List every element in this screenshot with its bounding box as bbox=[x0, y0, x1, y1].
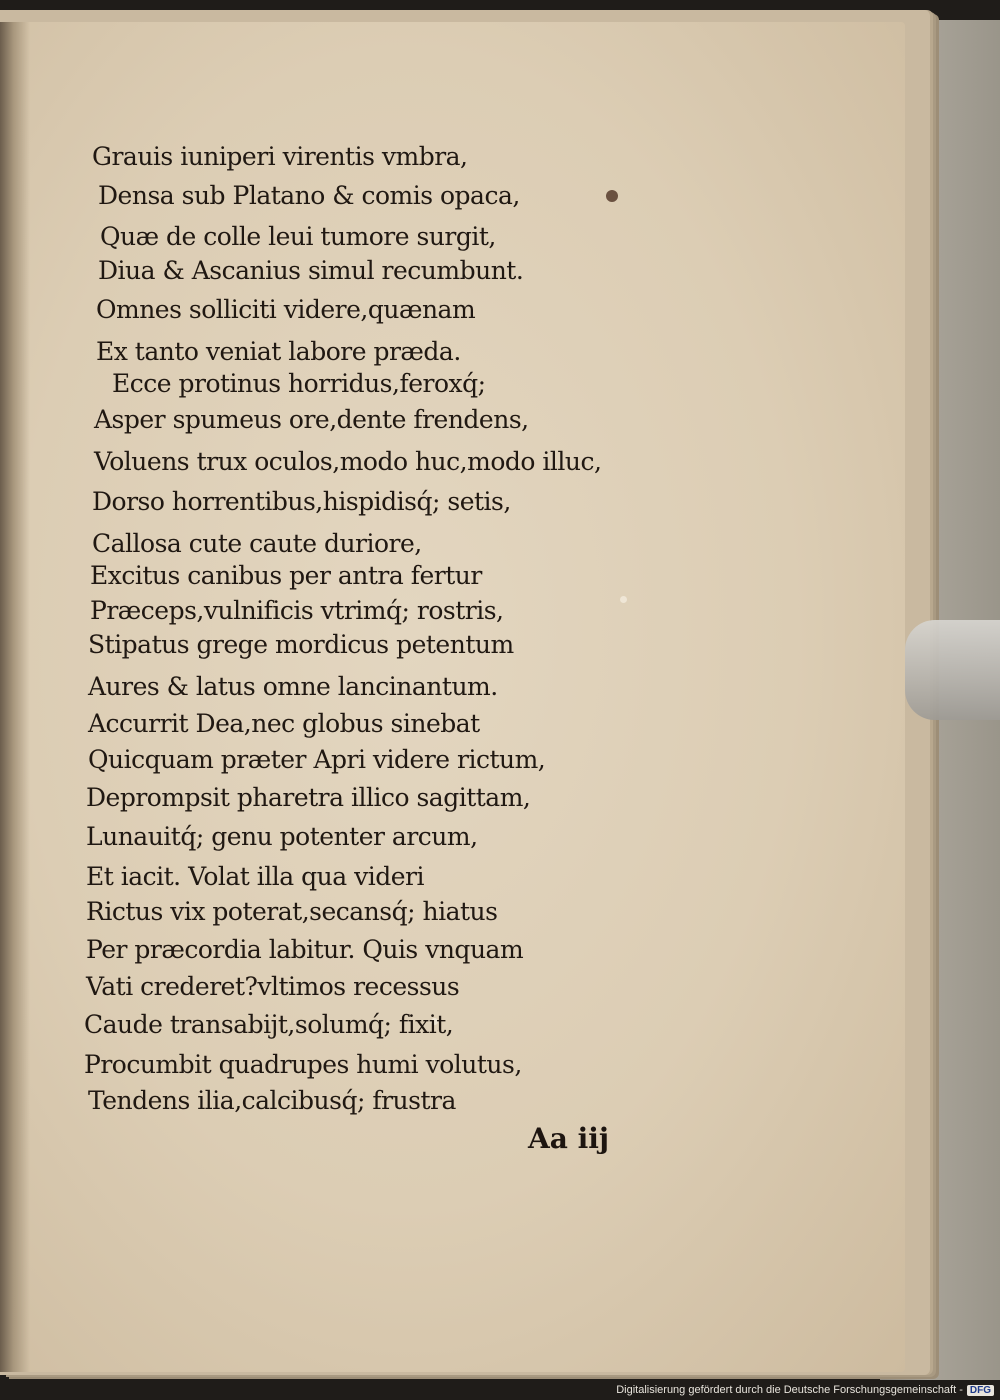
verse-line: Et iacit. Volat illa qua videri bbox=[86, 862, 424, 891]
verse-line: Procumbit quadrupes humi volutus, bbox=[84, 1050, 522, 1079]
verse-line: Quicquam præter Apri videre rictum, bbox=[88, 745, 546, 774]
verse-line: Ecce protinus horridus,feroxq́; bbox=[112, 369, 486, 398]
verse-line: Grauis iuniperi virentis vmbra, bbox=[92, 142, 468, 171]
dfg-logo-icon: DFG bbox=[967, 1385, 994, 1396]
verse-line: Vati crederet?vltimos recessus bbox=[86, 972, 460, 1001]
verse-line: Dorso horrentibus,hispidisq́; setis, bbox=[92, 487, 511, 516]
verse-line: Voluens trux oculos,modo huc,modo illuc, bbox=[94, 447, 602, 476]
verse-line: Aures & latus omne lancinantum. bbox=[88, 672, 498, 701]
verse-line: Lunauitq́; genu potenter arcum, bbox=[86, 822, 478, 851]
verse-line: Caude transabijt,solumq́; fixit, bbox=[84, 1010, 454, 1039]
verse-line: Excitus canibus per antra fertur bbox=[90, 561, 482, 590]
verse-line: Diua & Ascanius simul recumbunt. bbox=[98, 256, 524, 285]
verse-line: Quæ de colle leui tumore surgit, bbox=[100, 222, 496, 251]
verse-line: Callosa cute caute duriore, bbox=[92, 529, 422, 558]
verse-line: Asper spumeus ore,dente frendens, bbox=[94, 405, 529, 434]
verse-line: Omnes solliciti videre,quænam bbox=[96, 295, 476, 324]
footer-text: Digitalisierung gefördert durch die Deutsche Forschungsgemeinschaft - bbox=[616, 1384, 963, 1396]
verse-line: Præceps,vulnificis vtrimq́; rostris, bbox=[90, 596, 504, 625]
verse-line: Accurrit Dea,nec globus sinebat bbox=[88, 709, 480, 738]
verse-line: Ex tanto veniat labore præda. bbox=[96, 337, 461, 366]
verse-line: Per præcordia labitur. Quis vnquam bbox=[86, 935, 524, 964]
verse-line: Densa sub Platano & comis opaca, bbox=[98, 181, 520, 210]
verse-line: Rictus vix poterat,secansq́; hiatus bbox=[86, 897, 498, 926]
footer-credit bbox=[616, 1384, 994, 1396]
verse-line: Stipatus grege mordicus petentum bbox=[88, 630, 514, 659]
page-clip bbox=[905, 620, 1000, 720]
verse-line: Tendens ilia,calcibusq́; frustra bbox=[88, 1086, 456, 1115]
signature-mark: Aa iij bbox=[528, 1122, 610, 1155]
verse-line: Deprompsit pharetra illico sagittam, bbox=[86, 783, 531, 812]
